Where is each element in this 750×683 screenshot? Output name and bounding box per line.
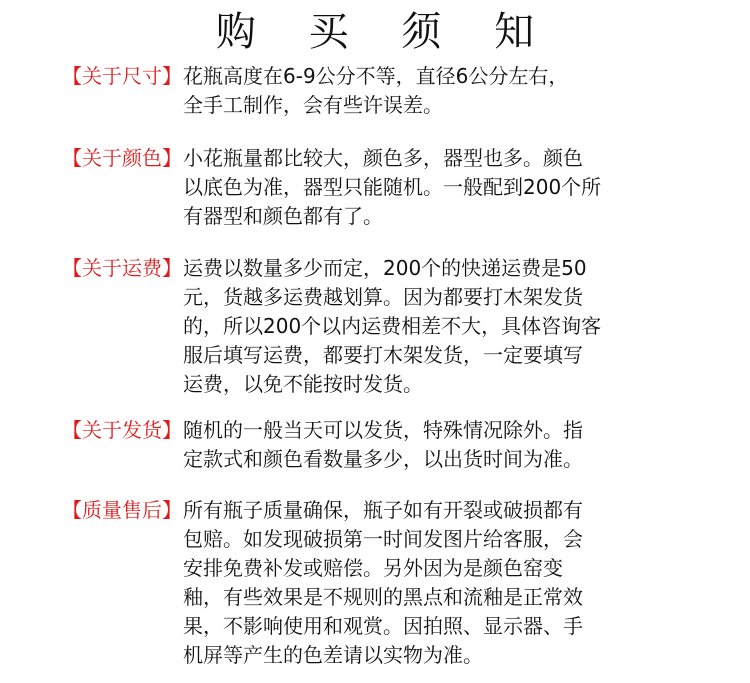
text-line: 以底色为准，器型只能随机。一般配到200个所 [183,175,602,199]
text-line: 安排免费补发或赔偿。另外因为是颜色窑变 [183,556,563,580]
section-body-delivery [183,416,620,474]
text-line: 随机的一般当天可以发货，特殊情况除外。指 [183,418,583,442]
text-line: 所有瓶子质量确保，瓶子如有开裂或破损都有 [183,498,583,522]
text-line: 运费以数量多少而定，200个的快递运费是50 [183,256,587,280]
text-line: 机屏等产生的色差请以实物为准。 [183,643,483,667]
text-line: 包赔。如发现破损第一时间发图片给客服，会 [183,527,583,551]
section-body-color [183,144,620,231]
section-label-size: 【关于尺寸】 [62,64,182,88]
section-label-shipping-fee: 【关于运费】 [62,256,182,280]
text-line: 有器型和颜色都有了。 [183,204,383,228]
text-line: 花瓶高度在6-9公分不等，直径6公分左右， [183,64,569,88]
text-line: 全手工制作，会有些许误差。 [183,93,443,117]
text-line: 元，货越多运费越划算。因为都要打木架发货 [183,285,583,309]
text-line: 定款式和颜色看数量多少，以出货时间为准。 [183,447,583,471]
section-label-color: 【关于颜色】 [62,146,182,170]
section-body-after-sales [183,496,620,670]
text-line: 果，不影响使用和观赏。因拍照、显示器、手 [183,614,583,638]
section-body-shipping-fee [183,254,620,399]
section-label-delivery: 【关于发货】 [62,418,182,442]
text-line: 釉，有些效果是不规则的黑点和流釉是正常效 [183,585,583,609]
section-body-size [183,62,620,120]
text-line: 服后填写运费，都要打木架发货，一定要填写 [183,343,583,367]
text-line: 的，所以200个以内运费相差不大，具体咨询客 [183,314,602,338]
text-line: 小花瓶量都比较大，颜色多，器型也多。颜色 [183,146,583,170]
page-title: 购 买 须 知 [215,9,555,55]
text-line: 运费，以免不能按时发货。 [183,372,423,396]
section-label-after-sales: 【质量售后】 [62,498,182,522]
